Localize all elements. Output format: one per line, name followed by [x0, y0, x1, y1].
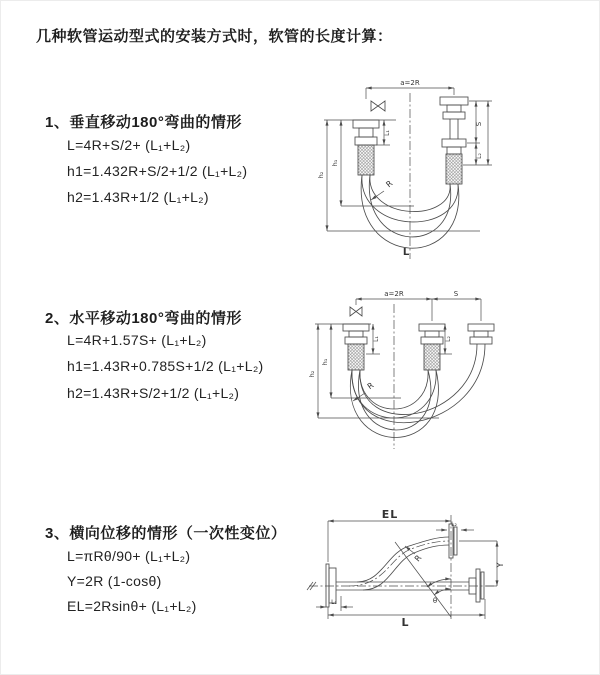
radius-label: R — [365, 380, 376, 392]
dim-label-l2: L₂ — [476, 153, 483, 159]
length-label: L — [402, 247, 410, 258]
diagram2-linework — [315, 299, 494, 449]
dim-label-el: EL — [381, 508, 399, 521]
radius-label: R — [412, 553, 424, 564]
dim-label-y: Y — [496, 562, 506, 568]
section-1-formula-h2: h2=1.43R+1/2 (L₁+L₂) — [67, 189, 209, 205]
section-3-formula-Y: Y=2R (1-cosθ) — [67, 573, 162, 589]
section-1-heading: 1、垂直移动180°弯曲的情形 — [45, 114, 242, 131]
dim-label-h1: h₁ — [321, 358, 329, 366]
section-2-formula-h2: h2=1.43R+S/2+1/2 (L₁+L₂) — [67, 385, 240, 401]
dim-label-l1: L₁ — [384, 130, 391, 136]
section-2-heading: 2、水平移动180°弯曲的情形 — [45, 310, 242, 327]
diagram1-linework — [324, 88, 492, 259]
dim-label-a2r: a=2R — [400, 79, 420, 87]
radius-label: R — [384, 178, 395, 190]
valve-icon — [371, 101, 385, 111]
section-1-formula-L: L=4R+S/2+ (L₁+L₂) — [67, 137, 191, 153]
dim-label-a2r: a=2R — [384, 290, 404, 298]
dim-label-l2: L₂ — [451, 521, 457, 528]
dim-label-h2: h₂ — [317, 171, 325, 179]
angle-label: θ — [432, 597, 438, 605]
dim-label-l1: L₁ — [373, 336, 380, 342]
page-title: 几种软管运动型式的安装方式时，软管的长度计算： — [36, 28, 393, 45]
diagram-horizontal-180-bend — [309, 284, 600, 476]
dim-label-l2: L₂ — [445, 336, 452, 342]
section-1-formula-h1: h1=1.432R+S/2+1/2 (L₁+L₂) — [67, 163, 248, 179]
dim-label-h2: h₂ — [308, 370, 316, 378]
section-2-formula-L: L=4R+1.57S+ (L₁+L₂) — [67, 332, 207, 348]
valve-icon — [350, 307, 362, 316]
dim-label-l: L — [401, 616, 409, 629]
dim-label-s: S — [453, 290, 459, 298]
section-3-formula-EL: EL=2Rsinθ+ (L₁+L₂) — [67, 598, 197, 614]
diagram-vertical-180-bend — [314, 73, 599, 263]
dim-label-l1: L₁ — [331, 599, 337, 606]
section-3-formula-L: L=πRθ/90+ (L₁+L₂) — [67, 548, 191, 564]
section-3-heading: 3、横向位移的情形（一次性变位） — [45, 525, 287, 542]
diagram-lateral-displacement — [297, 499, 600, 644]
dim-label-h1: h₁ — [331, 159, 339, 167]
dim-label-s: S — [475, 121, 483, 127]
section-2-formula-h1: h1=1.43R+0.785S+1/2 (L₁+L₂) — [67, 358, 264, 374]
